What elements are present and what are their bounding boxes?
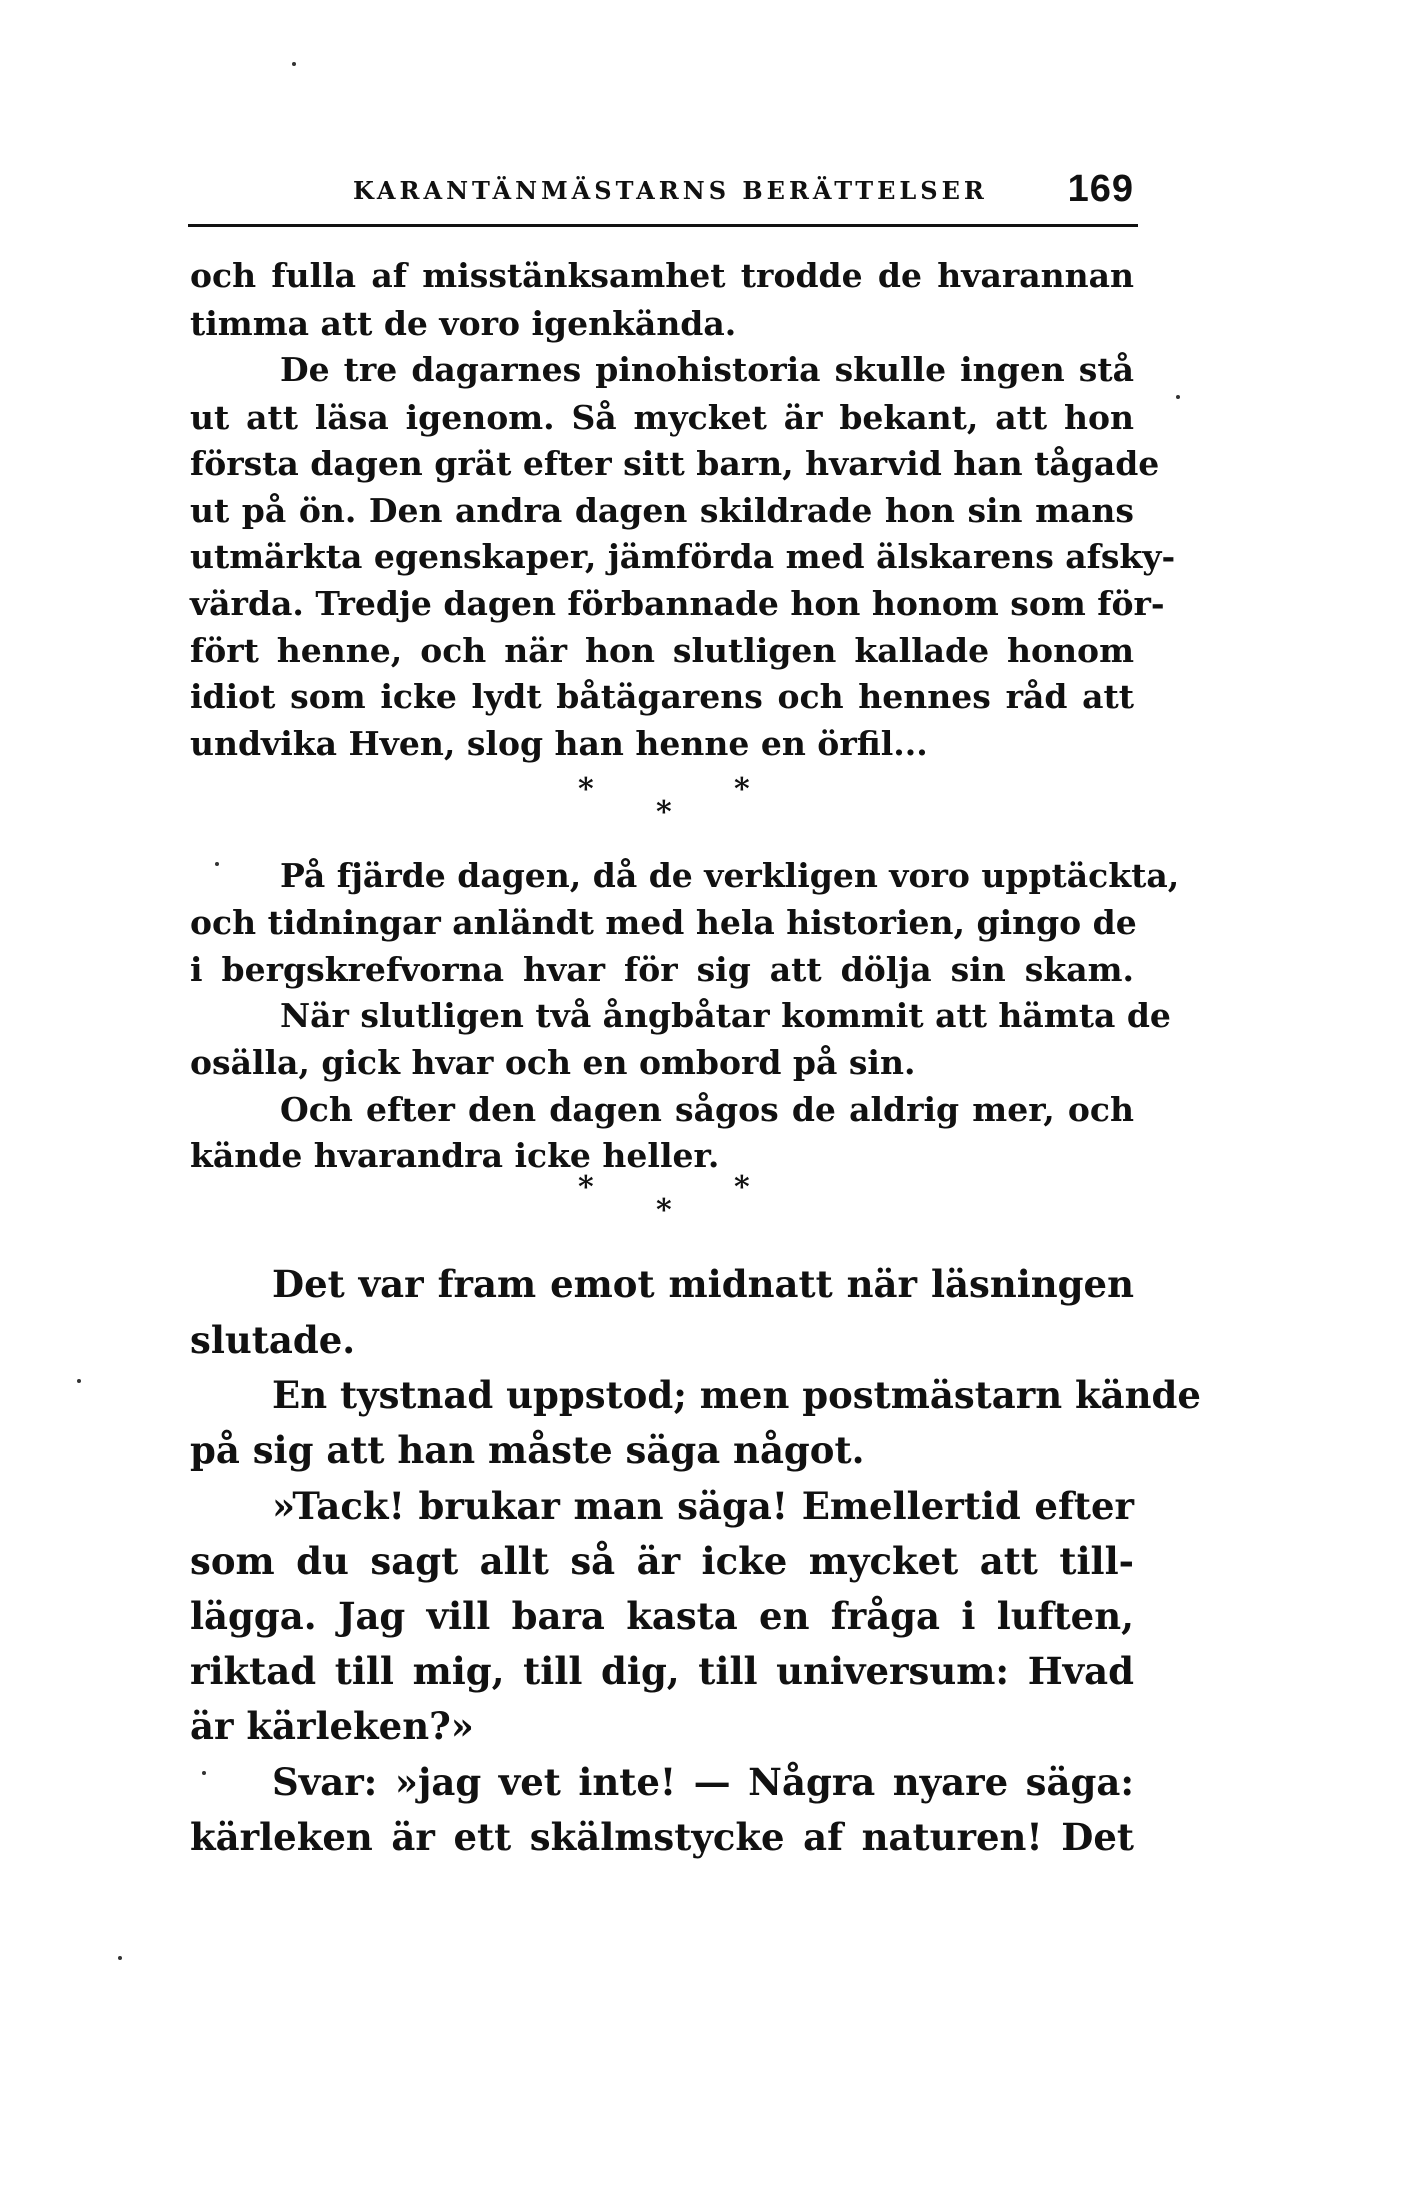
text-line: slutade.: [190, 1318, 356, 1362]
text-line: timma att de voro igenkända.: [190, 304, 737, 343]
text-line: När slutligen två ångbåtar kommit att hämta de: [280, 996, 1171, 1035]
text-line: »Tack! brukar man säga! Emellertid efter: [272, 1484, 1134, 1528]
text-line: på sig att han måste säga något.: [190, 1428, 865, 1472]
running-title: KARANTÄNMÄSTARNS BERÄTTELSER: [353, 176, 988, 205]
asterism-star: *: [734, 1170, 750, 1205]
asterism-star: *: [734, 772, 750, 807]
text-line: Svar: »jag vet inte! — Några nyare säga:: [272, 1760, 1134, 1804]
scan-speck: [202, 1771, 206, 1775]
text-line: kände hvarandra icke heller.: [190, 1136, 720, 1175]
text-line: riktad till mig, till dig, till universum: Hvad: [190, 1649, 1134, 1693]
text-line: kärleken är ett skälmstycke af naturen! Det: [190, 1815, 1134, 1859]
text-line: som du sagt allt så är icke mycket att till-: [190, 1539, 1134, 1583]
text-line: En tystnad uppstod; men postmästarn kände: [272, 1373, 1201, 1417]
asterism-star: *: [656, 795, 672, 830]
text-line: och fulla af misstänksamhet trodde de hvarannan: [190, 256, 1134, 295]
text-line: idiot som icke lydt båtägarens och hennes råd att: [190, 677, 1134, 716]
asterism-star: *: [578, 772, 594, 807]
scan-speck: [77, 1379, 81, 1383]
text-line: Det var fram emot midnatt när läsningen: [272, 1262, 1134, 1306]
text-line: lägga. Jag vill bara kasta en fråga i luften,: [190, 1594, 1134, 1638]
scan-speck: [118, 1956, 122, 1960]
running-header: [188, 168, 1138, 227]
text-line: fört henne, och när hon slutligen kallade honom: [190, 631, 1134, 670]
asterism-star: *: [578, 1170, 594, 1205]
scan-speck: [292, 62, 296, 66]
text-line: värda. Tredje dagen förbannade hon honom som för-: [190, 584, 1165, 623]
text-line: ut på ön. Den andra dagen skildrade hon sin mans: [190, 491, 1134, 530]
scan-speck: [1176, 395, 1180, 399]
text-line: På fjärde dagen, då de verkligen voro upptäckta,: [280, 856, 1180, 895]
asterism-star: *: [656, 1193, 672, 1228]
text-line: utmärkta egenskaper, jämförda med älskarens afsky-: [190, 537, 1176, 576]
text-line: undvika Hven, slog han henne en örfil...: [190, 724, 928, 763]
text-line: Och efter den dagen sågos de aldrig mer, och: [280, 1090, 1134, 1129]
text-line: i bergskrefvorna hvar för sig att dölja sin skam.: [190, 950, 1134, 989]
page-number: 169: [1067, 168, 1134, 210]
text-line: är kärleken?»: [190, 1704, 474, 1748]
text-line: och tidningar anländt med hela historien, gingo de: [190, 903, 1137, 942]
text-line: osälla, gick hvar och en ombord på sin.: [190, 1043, 916, 1082]
text-line: första dagen grät efter sitt barn, hvarvid han tågade: [190, 444, 1160, 483]
scan-speck: [215, 862, 219, 866]
text-line: ut att läsa igenom. Så mycket är bekant, att hon: [190, 398, 1134, 437]
text-line: De tre dagarnes pinohistoria skulle ingen stå: [280, 350, 1134, 389]
